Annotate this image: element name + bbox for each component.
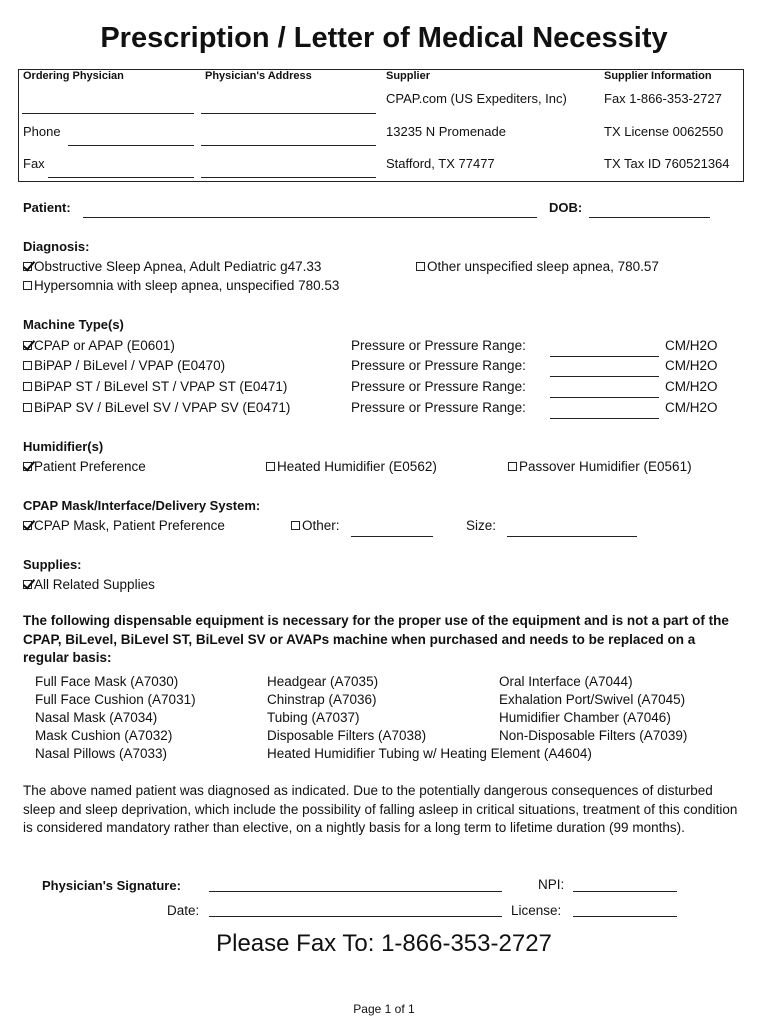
- mask-size-field[interactable]: [507, 536, 637, 537]
- humidifier-option-heated[interactable]: Heated Humidifier (E0562): [266, 459, 437, 474]
- phone-field[interactable]: [68, 145, 194, 146]
- physician-signature-label: Physician's Signature:: [42, 878, 181, 893]
- checkbox-icon[interactable]: [23, 281, 32, 290]
- checkbox-icon[interactable]: [416, 262, 425, 271]
- supplier-line: 13235 N Promenade: [386, 124, 506, 139]
- supplier-line: Stafford, TX 77477: [386, 156, 495, 171]
- supplier-info-line: TX Tax ID 760521364: [604, 156, 730, 171]
- supplier-line: CPAP.com (US Expediters, Inc): [386, 91, 567, 106]
- equipment-item: Full Face Cushion (A7031): [35, 692, 196, 707]
- machine-option-bipap-sv[interactable]: BiPAP SV / BiLevel SV / VPAP SV (E0471): [23, 400, 290, 415]
- phone-label: Phone: [23, 124, 61, 139]
- ordering-physician-field[interactable]: [22, 113, 194, 114]
- equipment-item: Nasal Mask (A7034): [35, 710, 158, 725]
- physician-signature-field[interactable]: [209, 891, 502, 892]
- checkbox-icon[interactable]: [23, 361, 32, 370]
- patient-label: Patient:: [23, 200, 71, 215]
- license-field[interactable]: [573, 916, 677, 917]
- supplies-option-all[interactable]: All Related Supplies: [23, 577, 155, 592]
- pressure-unit: CM/H2O: [665, 379, 718, 394]
- physician-address-field-1[interactable]: [201, 113, 376, 114]
- license-label: License:: [511, 903, 562, 918]
- humidifier-label: Humidifier(s): [23, 439, 104, 454]
- dob-label: DOB:: [549, 200, 583, 215]
- checkbox-checked-icon[interactable]: [23, 262, 32, 271]
- machine-option-bipap-st[interactable]: BiPAP ST / BiLevel ST / VPAP ST (E0471): [23, 379, 287, 394]
- equipment-item: Chinstrap (A7036): [267, 692, 377, 707]
- checkbox-icon[interactable]: [23, 382, 32, 391]
- pressure-label: Pressure or Pressure Range:: [351, 338, 526, 353]
- machine-type-label: Machine Type(s): [23, 317, 124, 332]
- npi-label: NPI:: [538, 877, 565, 892]
- pressure-label: Pressure or Pressure Range:: [351, 400, 526, 415]
- equipment-item: Nasal Pillows (A7033): [35, 746, 168, 761]
- medical-necessity-statement: The above named patient was diagnosed as indicated. Due to the potentially dangerous consequences of disturbed sleep and sleep deprivation, which include the possibility of falling asleep in critical situations, treatment of this condition is considered mandatory rather than elective, on a nightly basis for a long term to lifetime duration (99 months).: [23, 783, 738, 835]
- pressure-label: Pressure or Pressure Range:: [351, 379, 526, 394]
- pressure-unit: CM/H2O: [665, 400, 718, 415]
- physician-address-field-2[interactable]: [201, 145, 376, 146]
- equipment-item: Mask Cushion (A7032): [35, 728, 173, 743]
- page-title: Prescription / Letter of Medical Necessity: [100, 22, 668, 54]
- equipment-item: Heated Humidifier Tubing w/ Heating Element (A4604): [267, 746, 592, 761]
- humidifier-option-preference[interactable]: Patient Preference: [23, 459, 146, 474]
- equipment-item: Headgear (A7035): [267, 674, 379, 689]
- checkbox-icon[interactable]: [508, 462, 517, 471]
- machine-option-bipap[interactable]: BiPAP / BiLevel / VPAP (E0470): [23, 358, 225, 373]
- diagnosis-option-other[interactable]: Other unspecified sleep apnea, 780.57: [416, 259, 659, 274]
- date-label: Date:: [167, 903, 200, 918]
- mask-other-field[interactable]: [351, 536, 433, 537]
- dispensable-intro: The following dispensable equipment is necessary for the proper use of the equipment and is not a part of the CPAP, BiLevel, BiLevel ST, BiLevel SV or AVAPs machine when purchased and needs to be replaced on a regular basis:: [23, 613, 729, 665]
- supplier-information-header: Supplier Information: [604, 70, 712, 82]
- supplier-info-line: Fax 1-866-353-2727: [604, 91, 722, 106]
- fax-field[interactable]: [48, 177, 194, 178]
- date-field[interactable]: [209, 916, 502, 917]
- supplier-info-line: TX License 0062550: [604, 124, 724, 139]
- equipment-item: Exhalation Port/Swivel (A7045): [499, 692, 686, 707]
- machine-option-cpap[interactable]: CPAP or APAP (E0601): [23, 338, 175, 353]
- equipment-item: Non-Disposable Filters (A7039): [499, 728, 688, 743]
- humidifier-option-passover[interactable]: Passover Humidifier (E0561): [508, 459, 692, 474]
- dob-field[interactable]: [589, 217, 710, 218]
- checkbox-icon[interactable]: [291, 521, 300, 530]
- physician-address-field-3[interactable]: [201, 177, 376, 178]
- pressure-unit: CM/H2O: [665, 338, 718, 353]
- mask-label: CPAP Mask/Interface/Delivery System:: [23, 498, 261, 513]
- fax-label: Fax: [23, 156, 45, 171]
- equipment-item: Disposable Filters (A7038): [267, 728, 427, 743]
- diagnosis-option-hypersomnia[interactable]: Hypersomnia with sleep apnea, unspecified 780.53: [23, 278, 339, 293]
- checkbox-checked-icon[interactable]: [23, 521, 32, 530]
- physician-address-header: Physician's Address: [205, 70, 312, 82]
- mask-option-preference[interactable]: CPAP Mask, Patient Preference: [23, 518, 225, 533]
- equipment-item: Tubing (A7037): [267, 710, 360, 725]
- supplies-label: Supplies:: [23, 557, 82, 572]
- pressure-field-cpap[interactable]: [550, 356, 659, 357]
- pressure-field-bipap-st[interactable]: [550, 397, 659, 398]
- checkbox-icon[interactable]: [23, 403, 32, 412]
- patient-field[interactable]: [83, 217, 537, 218]
- checkbox-checked-icon[interactable]: [23, 580, 32, 589]
- fax-to-line: Please Fax To: 1-866-353-2727: [216, 930, 552, 957]
- pressure-field-bipap[interactable]: [550, 376, 659, 377]
- diagnosis-label: Diagnosis:: [23, 239, 90, 254]
- equipment-item: Humidifier Chamber (A7046): [499, 710, 671, 725]
- page-number: Page 1 of 1: [353, 1002, 415, 1016]
- equipment-item: Oral Interface (A7044): [499, 674, 633, 689]
- mask-option-other[interactable]: Other:: [291, 518, 340, 533]
- diagnosis-option-osa[interactable]: Obstructive Sleep Apnea, Adult Pediatric g47.33: [23, 259, 321, 274]
- pressure-unit: CM/H2O: [665, 358, 718, 373]
- pressure-label: Pressure or Pressure Range:: [351, 358, 526, 373]
- supplier-header: Supplier: [386, 70, 431, 82]
- ordering-physician-header: Ordering Physician: [23, 70, 124, 82]
- mask-size-label: Size:: [466, 518, 497, 533]
- equipment-item: Full Face Mask (A7030): [35, 674, 179, 689]
- npi-field[interactable]: [573, 891, 677, 892]
- pressure-field-bipap-sv[interactable]: [550, 418, 659, 419]
- checkbox-checked-icon[interactable]: [23, 341, 32, 350]
- checkbox-icon[interactable]: [266, 462, 275, 471]
- checkbox-checked-icon[interactable]: [23, 462, 32, 471]
